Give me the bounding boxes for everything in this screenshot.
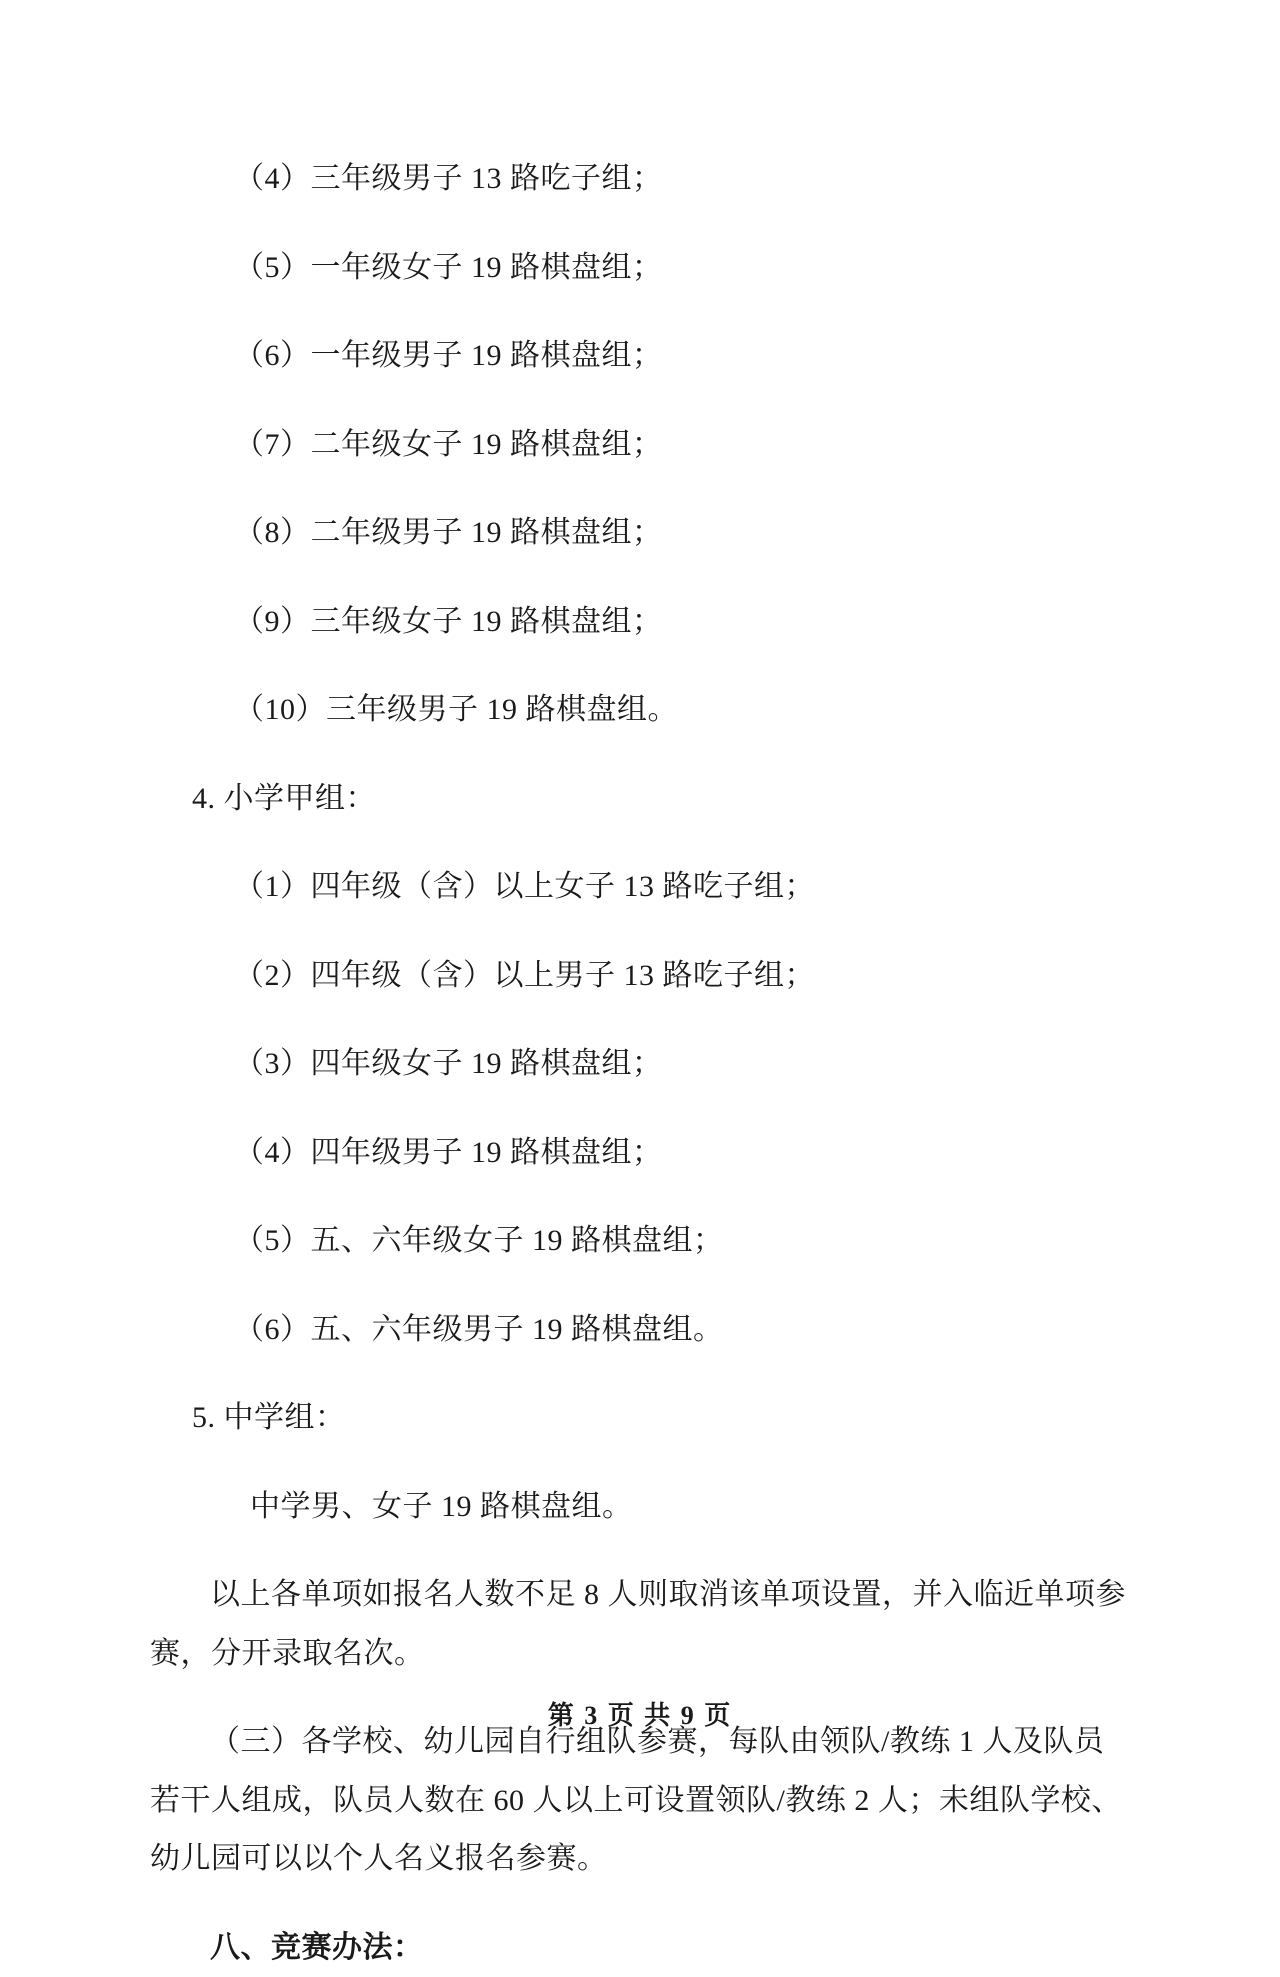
list-item: （6）一年级男子 19 路棋盘组； bbox=[234, 327, 1130, 386]
section-heading: 八、竞赛办法： bbox=[150, 1919, 1130, 1977]
list-item: （2）四年级（含）以上男子 13 路吃子组； bbox=[234, 947, 1130, 1006]
paragraph: （三）各学校、幼儿园自行组队参赛，每队由领队/教练 1 人及队员若干人组成，队员人数在 60 人以上可设置领队/教练 2 人；未组队学校、幼儿园可以以个人名义报名参赛。 bbox=[150, 1713, 1130, 1889]
list-item: （7）二年级女子 19 路棋盘组； bbox=[234, 416, 1130, 475]
list-item: （4）四年级男子 19 路棋盘组； bbox=[234, 1124, 1130, 1183]
list-item: （5）五、六年级女子 19 路棋盘组； bbox=[234, 1212, 1130, 1271]
section-heading: 4. 小学甲组： bbox=[192, 770, 1130, 829]
list-item: （9）三年级女子 19 路棋盘组； bbox=[234, 593, 1130, 652]
section-heading: 5. 中学组： bbox=[192, 1389, 1130, 1448]
paragraph: 以上各单项如报名人数不足 8 人则取消该单项设置，并入临近单项参赛，分开录取名次。 bbox=[150, 1566, 1130, 1683]
list-item: （1）四年级（含）以上女子 13 路吃子组； bbox=[234, 858, 1130, 917]
list-item: （10）三年级男子 19 路棋盘组。 bbox=[234, 681, 1130, 740]
list-item: （3）四年级女子 19 路棋盘组； bbox=[234, 1035, 1130, 1094]
list-item: （6）五、六年级男子 19 路棋盘组。 bbox=[234, 1301, 1130, 1360]
list-item: （5）一年级女子 19 路棋盘组； bbox=[234, 239, 1130, 298]
page-footer: 第 3 页 共 9 页 bbox=[0, 1695, 1280, 1732]
list-item: （8）二年级男子 19 路棋盘组； bbox=[234, 504, 1130, 563]
list-item: （4）三年级男子 13 路吃子组； bbox=[234, 150, 1130, 209]
list-item: 中学男、女子 19 路棋盘组。 bbox=[250, 1478, 1130, 1537]
